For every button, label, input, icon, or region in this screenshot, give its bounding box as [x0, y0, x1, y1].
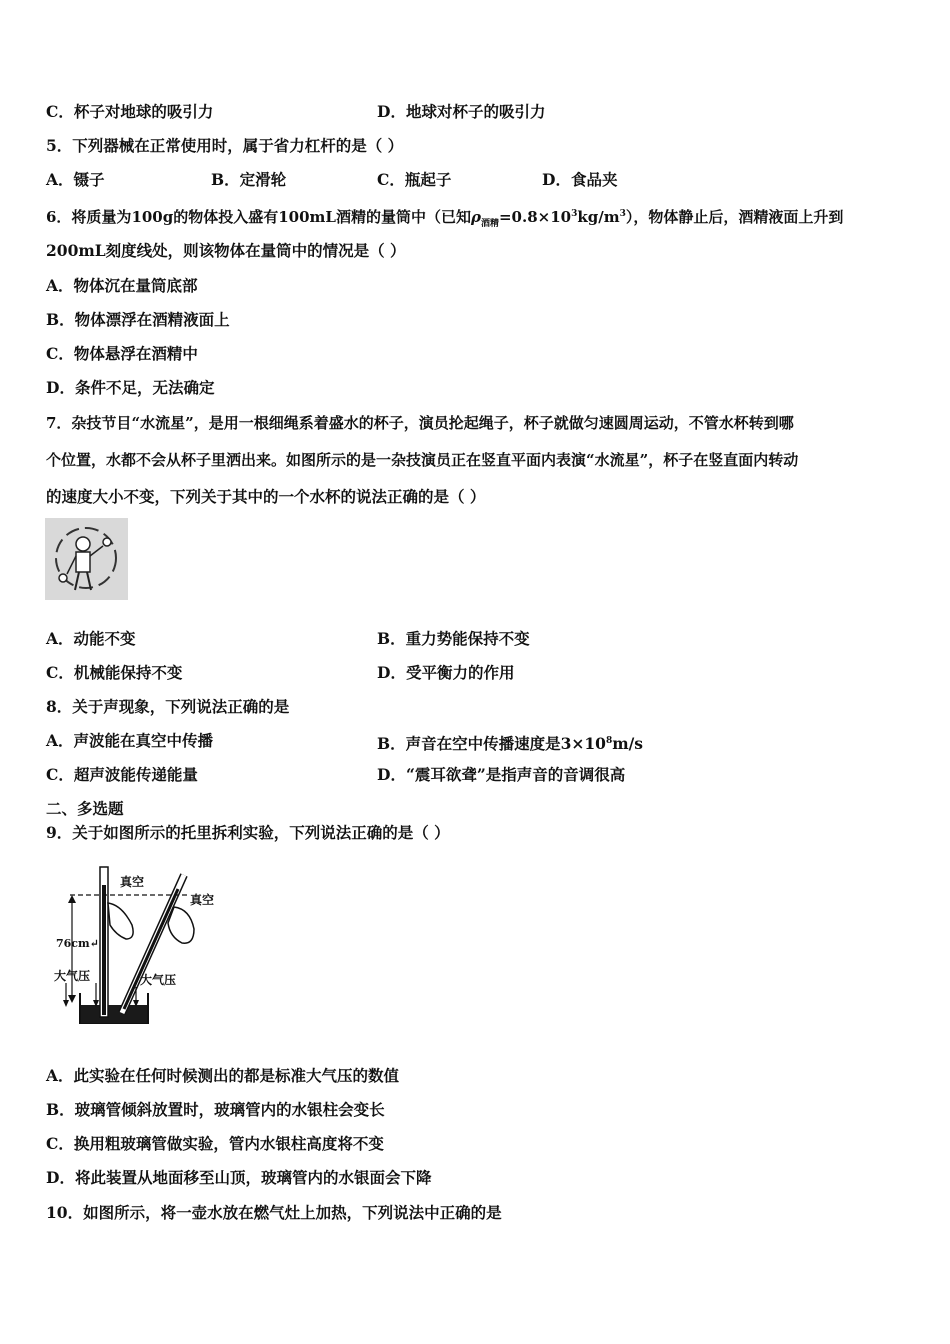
q7-option-a: A．动能不变: [46, 629, 136, 648]
q7-stem-line3: 的速度大小不变，下列关于其中的一个水杯的说法正确的是（ ）: [46, 487, 486, 506]
q5-stem: 5．下列器械在正常使用时，属于省力杠杆的是（ ）: [46, 136, 404, 155]
q9-option-d: D．将此装置从地面移至山顶，玻璃管内的水银面会下降: [46, 1168, 432, 1187]
q4-option-c: C．杯子对地球的吸引力: [46, 102, 214, 121]
q6-option-a: A．物体沉在量筒底部: [46, 276, 198, 295]
q9-option-a: A．此实验在任何时候测出的都是标准大气压的数值: [46, 1066, 400, 1085]
q4-option-row: [46, 102, 546, 122]
label-atm-2: 大气压: [140, 973, 177, 987]
label-vacuum-2: 真空: [190, 893, 215, 907]
q6-option-d: D．条件不足，无法确定: [46, 378, 215, 397]
q7-option-c: C．机械能保持不变: [46, 663, 183, 682]
q9-option-c: C．换用粗玻璃管做实验，管内水银柱高度将不变: [46, 1134, 384, 1153]
q4-option-d: D．地球对杯子的吸引力: [377, 102, 546, 121]
q8-stem: 8．关于声现象，下列说法正确的是: [46, 697, 290, 716]
q5-option-d: D．食品夹: [542, 170, 618, 189]
q6-option-c: C．物体悬浮在酒精中: [46, 344, 198, 363]
q9-option-b: B．玻璃管倾斜放置时，玻璃管内的水银柱会变长: [46, 1100, 385, 1119]
q7-option-row1: [46, 629, 530, 649]
torricelli-figure: [50, 855, 240, 1030]
section-heading: 二、多选题: [46, 799, 124, 818]
q6-option-b: B．物体漂浮在酒精液面上: [46, 310, 230, 329]
q7-stem-line1: 7．杂技节目“水流星”，是用一根细绳系着盛水的杯子，演员抡起绳子，杯子就做匀速圆周运动，不管水杯转到哪: [46, 414, 794, 432]
label-vacuum-1: 真空: [120, 875, 145, 889]
water-meteor-figure: [45, 518, 128, 600]
q10-stem: 10．如图所示，将一壶水放在燃气灶上加热，下列说法中正确的是: [46, 1203, 502, 1222]
q5-option-c: C．瓶起子: [377, 170, 452, 189]
label-76cm: 76cm↵: [56, 937, 99, 950]
q7-option-row2: [46, 663, 515, 683]
q7-option-b: B．重力势能保持不变: [377, 629, 530, 648]
q6-stem-line2: 200mL刻度线处，则该物体在量筒中的情况是（ ）: [46, 241, 406, 260]
q5-option-b: B．定滑轮: [211, 170, 287, 189]
q8-option-row2: [46, 765, 626, 785]
q5-option-a: A．镊子: [46, 170, 105, 189]
q8-option-d: D．“震耳欲聋”是指声音的音调很高: [377, 765, 626, 784]
q8-option-c: C．超声波能传递能量: [46, 765, 198, 784]
q9-stem: 9．关于如图所示的托里拆利实验，下列说法正确的是（ ）: [46, 823, 450, 842]
q7-option-d: D．受平衡力的作用: [377, 663, 515, 682]
q8-option-row1: [46, 731, 644, 754]
q7-stem-line2: 个位置，水都不会从杯子里洒出来。如图所示的是一杂技演员正在竖直平面内表演“水流星”，杯子在竖直面内转动: [46, 451, 799, 469]
q6-stem-line1: 6．将质量为100g的物体投入盛有100mL酒精的量筒中（已知$\rho_{酒精}=0.8\times 10^3kg/m^3$），物体静止后，酒精液面上升到: [46, 208, 844, 229]
q8-option-b: B．声音在空中传播速度是$3\times 10^8m/s$: [377, 734, 644, 754]
q8-option-a: A．声波能在真空中传播: [46, 731, 214, 750]
label-atm-1: 大气压: [54, 969, 91, 983]
